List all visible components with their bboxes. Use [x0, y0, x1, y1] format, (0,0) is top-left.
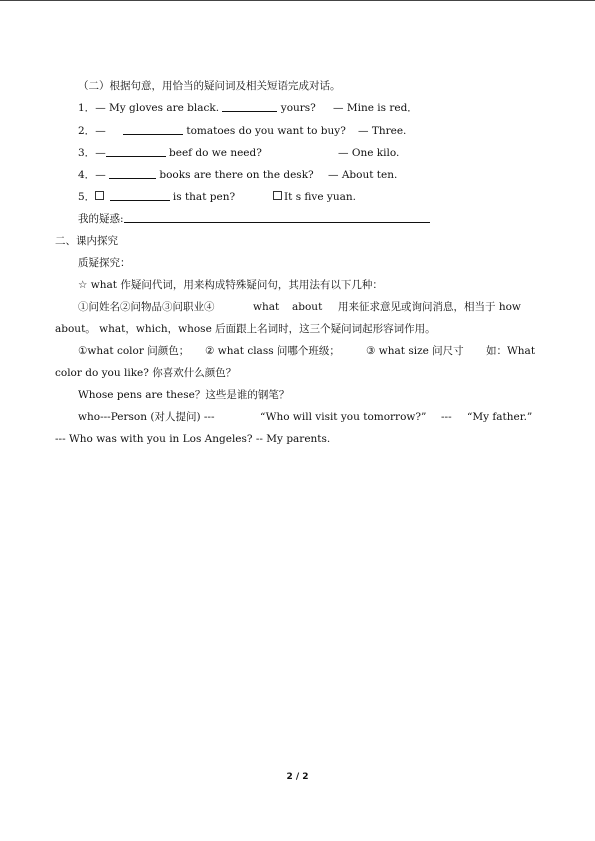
what-size-example: ③ what size 问尺寸: [366, 345, 464, 357]
answer-blank: [222, 101, 277, 112]
uses-list: ①问姓名②问物品③问职业④: [78, 301, 215, 313]
dialogue-answer-5: [273, 190, 356, 204]
answer-text: It s five yuan.: [284, 191, 356, 203]
color-example-cont: color do you like? 你喜欢什么颜色？: [55, 367, 237, 379]
answer-blank: [109, 168, 156, 179]
item-number: 5．: [78, 191, 96, 203]
item-question-end: beef do we need?: [165, 147, 262, 159]
dialogue-answer-1: — Mine is red．: [333, 102, 418, 114]
answer-blank: [123, 124, 183, 135]
what-class-example: ② what class 问哪个班级；: [205, 345, 340, 357]
dialogue-item-2: [78, 124, 346, 138]
word-about: about: [292, 301, 323, 313]
dialogue-item-3: [78, 146, 262, 160]
inquiry-label: 质疑探究：: [78, 257, 131, 269]
who-question: “Who will visit you tomorrow?”: [260, 411, 427, 423]
page-number: 2 / 2: [286, 772, 309, 782]
item-question-start: — My gloves are black.: [95, 102, 223, 114]
item-question-end: yours?: [277, 102, 316, 114]
page-top-rule: [0, 0, 595, 1]
item-number: 4．: [78, 169, 96, 181]
item-number: 2．: [78, 125, 96, 137]
item-question-end: tomatoes do you want to buy?: [183, 125, 346, 137]
what-color-example: ①what color 问颜色；: [78, 345, 190, 357]
whose-example: Whose pens are these？这些是谁的钢笔？: [78, 389, 290, 401]
doubts-line: [78, 212, 430, 226]
item-question-start: —: [95, 147, 106, 159]
uses-continuation: about。 what，which，whose 后面跟上名词时，这三个疑问词起形容词作用。: [55, 323, 436, 335]
item-question-end: is that pen?: [169, 191, 236, 203]
example-label: 如：What: [486, 345, 536, 357]
section-heading: 二、课内探究: [55, 235, 118, 247]
item-question-start: —: [95, 169, 110, 181]
who-separator: ---: [441, 411, 452, 423]
doubts-blank: [124, 212, 430, 223]
dialogue-answer-3: — One kilo.: [338, 147, 400, 159]
what-usage-intro: ☆ what 作疑问代词，用来构成特殊疑问句，其用法有以下几种：: [78, 279, 383, 291]
answer-blank: [110, 190, 170, 201]
uses-explanation: 用来征求意见或询问消息，相当于 how: [338, 301, 521, 313]
dialogue-item-4: [78, 168, 314, 182]
dialogue-answer-4: — About ten.: [328, 169, 398, 181]
who-usage: who---Person (对人提问) ---: [78, 411, 215, 423]
dialogue-item-1: [78, 101, 316, 115]
what-usage-line: [78, 300, 215, 314]
who-example-cont: --- Who was with you in Los Angeles? -- My parents.: [55, 433, 331, 445]
dash-placeholder-box: [95, 191, 104, 200]
who-answer: “My father.”: [467, 411, 533, 423]
item-number: 1．: [78, 102, 96, 114]
dialogue-answer-2: — Three.: [358, 125, 407, 137]
item-question-end: books are there on the desk?: [156, 169, 314, 181]
dash-placeholder-box: [273, 191, 282, 200]
word-what: what: [253, 301, 280, 313]
item-question-start: —: [95, 125, 110, 137]
exercise-heading: （二）根据句意，用恰当的疑问词及相关短语完成对话。: [78, 80, 341, 92]
dialogue-item-5: [78, 190, 235, 204]
doubts-label: 我的疑惑:: [78, 213, 124, 225]
answer-blank: [106, 146, 166, 157]
item-number: 3．: [78, 147, 96, 159]
